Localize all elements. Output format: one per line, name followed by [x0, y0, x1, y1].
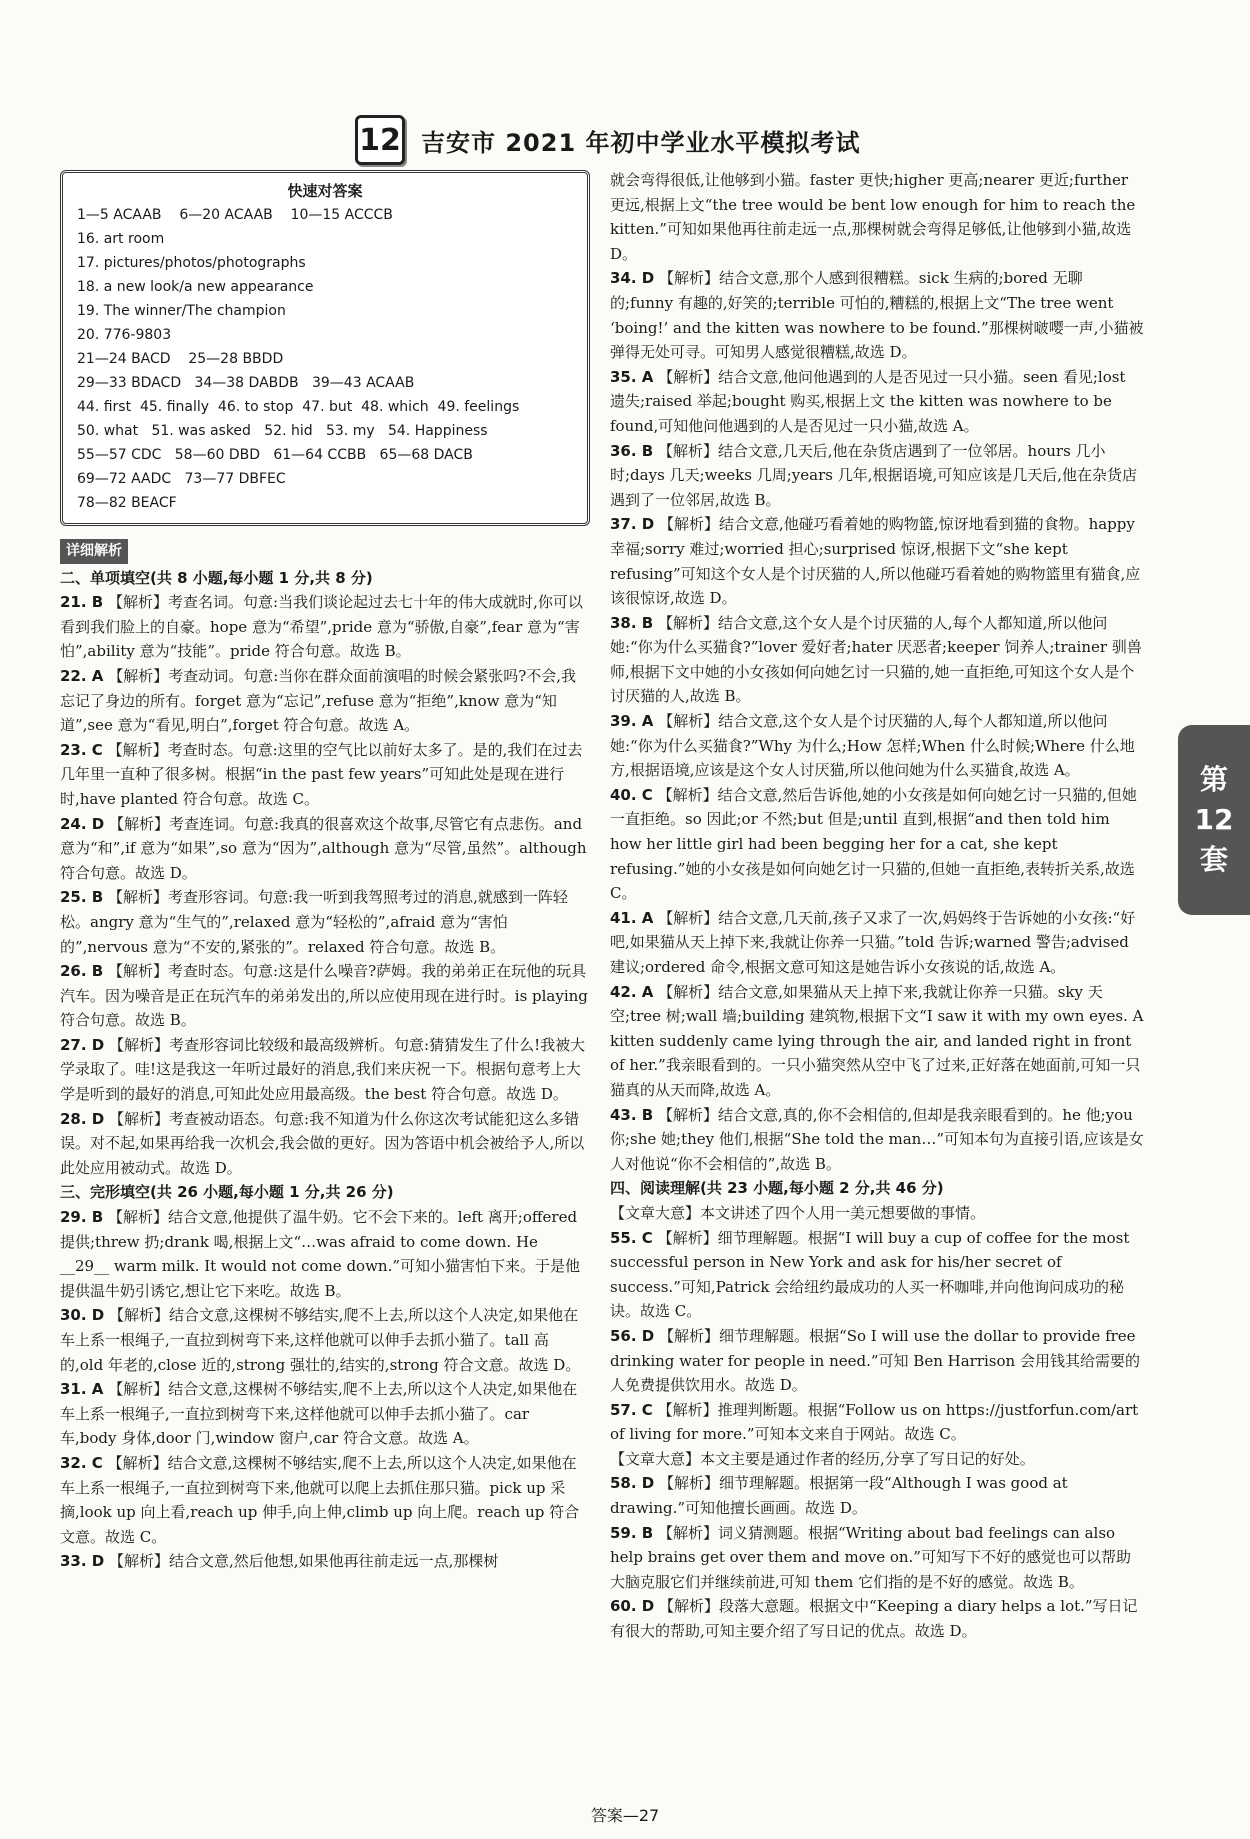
explanation-item [610, 611, 1145, 709]
explanation-text: 【解析】考查时态。句意:这里的空气比以前好太多了。是的,我们在过去几年里一直种了很多树。根据“in the past few years”可知此处是现在进行时,have planted 符合句意。故选 C。 [60, 740, 583, 808]
explanation-text: 【文章大意】本文主要是通过作者的经历,分享了写日记的好处。 [610, 1449, 1035, 1468]
explanation-text: 【解析】词义猜测题。根据“Writing about bad feelings can also help brains get over them and move on.”可知写下不好的感觉也可以帮助大脑克服它们并继续前进,可知 them 它们指的是不好的感觉。故选 B。 [610, 1523, 1131, 1591]
question-number: 40. C [610, 785, 653, 804]
answer-line: 17. pictures/photos/photographs [77, 255, 306, 271]
explanation-item [610, 1226, 1145, 1324]
explanation-text: 【解析】考查时态。句意:这是什么噪音?萨姆。我的弟弟正在玩他的玩具汽车。因为噪音是正在玩汽车的弟弟发出的,所以应使用现在进行时。is playing 符合句意。故选 B。 [60, 962, 588, 1030]
explanation-item [60, 1107, 590, 1181]
explanation-text: 【解析】结合文意,这个女人是个讨厌猫的人,每个人都知道,所以他问她:“你为什么买猫食?”lover 爱好者;hater 厌恶者;keeper 饲养人;trainer 驯兽师,根据下文中她的小女孩如何向她乞讨一只猫的,她一直拒绝,可知这个女人是个讨厌猫的人,故选 B。 [610, 613, 1142, 706]
question-number: 30. D [60, 1306, 105, 1325]
side-tab-char: 套 [1199, 843, 1228, 876]
exam-title: 吉安市 2021 年初中学业水平模拟考试 [421, 128, 861, 157]
explanation-item [610, 906, 1145, 980]
explanation-text: 【解析】考查形容词。句意:我一听到我驾照考过的消息,就感到一阵轻松。angry 意为“生气的”,relaxed 意为“轻松的”,afraid 意为“害怕的”,nervous 意为“不安的,紧张的”。relaxed 符合句意。故选 B。 [60, 888, 568, 956]
left-column [60, 170, 590, 1574]
explanation-item [610, 266, 1145, 364]
explanation-text: 【解析】结合文意,那个人感到很糟糕。sick 生病的;bored 无聊的;funny 有趣的,好笑的;terrible 可怕的,糟糕的,根据上文“The tree went ‘boing!’ and the kitten was nowhere to be found.”那棵树啵嘤一声,小猫被弹得无处可寻。可知男人感觉很糟糕,故选 D。 [610, 269, 1144, 362]
explanation-item [610, 1398, 1145, 1447]
explanation-item [60, 738, 590, 812]
explanation-item [610, 1201, 1145, 1226]
question-number: 23. C [60, 740, 103, 759]
explanation-item [60, 1451, 590, 1549]
explanation-text: 【解析】考查动词。句意:当你在群众面前演唱的时候会紧张吗?不会,我忘记了身边的所有。forget 意为“忘记”,refuse 意为“拒绝”,know 意为“知道”,see 意为“看见,明白”,forget 符合句意。故选 A。 [60, 666, 577, 735]
answer-line: 18. a new look/a new appearance [77, 279, 314, 295]
explanation-item [610, 1521, 1145, 1595]
explanation-item [610, 709, 1145, 783]
explanation-item [610, 1447, 1145, 1472]
question-number: 29. B [60, 1208, 104, 1227]
explanation-text: 【解析】结合文意,他提供了温牛奶。它不会下来的。left 离开;offered 提供;threw 扔;drank 喝,根据上文“…was afraid to come down. He __29__ warm milk. It would not come down.”可知小猫害怕下来。于是他提供温牛奶引诱它,想让它下来吃。故选 B。 [60, 1208, 581, 1300]
answer-line: 20. 776-9803 [77, 327, 172, 343]
question-number: 37. D [610, 515, 655, 534]
explanation-item [60, 812, 590, 886]
quick-answer-title: 快速对答案 [287, 182, 363, 200]
answer-line: 16. art room [77, 231, 165, 247]
explanation-item [610, 1594, 1145, 1643]
explanation-text: 【解析】结合文意,然后告诉他,她的小女孩是如何向她乞讨一只猫的,但她一直拒绝。so 因此;or 不然;but 但是;until 直到,根据“and then told him how her little girl had been begging her for a cat, she kept refusing.”她的小女孩是如何向她乞讨一只猫的,但她一直拒绝,表转折关系,故选 C。 [610, 785, 1137, 903]
question-number: 27. D [60, 1035, 105, 1054]
question-number: 28. D [60, 1109, 105, 1128]
explanation-item [610, 168, 1145, 266]
question-number: 22. A [60, 666, 104, 685]
explanation-text: 【解析】结合文意,真的,你不会相信的,但却是我亲眼看到的。he 他;you 你;she 她;they 他们,根据“She told the man…”可知本句为直接引语,应该是女人对他说“你不会相信的”,故选 B。 [610, 1105, 1144, 1173]
explanation-text: 【解析】细节理解题。根据“So I will use the dollar to provide free drinking water for people in need.”可知 Ben Harrison 会用钱其给需要的人免费提供饮用水。故选 D。 [610, 1326, 1140, 1395]
explanation-text: 【解析】结合文意,他问他遇到的人是否见过一只小猫。seen 看见;lost 遗失;raised 举起;bought 购买,根据上文 the kitten was nowhere to be found,可知他问他遇到的人是否见过一只小猫,故选 A。 [610, 367, 1126, 435]
answer-line: 78—82 BEACF [77, 495, 177, 511]
question-number: 34. D [610, 269, 655, 288]
explanation-text: 【解析】结合文意,如果猫从天上掉下来,我就让你养一只猫。sky 天空;tree 树;wall 墙;building 建筑物,根据下文“I saw it with my own eyes. A kitten suddenly came lying through the air, and landed right in front of her.”我亲眼看到的。一只小猫突然从空中飞了过来,正好落在她面前,可知一只猫真的从天而降,故选 A。 [610, 982, 1144, 1099]
question-number: 24. D [60, 814, 105, 833]
explanation-item [610, 439, 1145, 513]
question-number: 21. B [60, 593, 104, 612]
explanation-text: 【解析】段落大意题。根据文中“Keeping a diary helps a lot.”写日记有很大的帮助,可知主要介绍了写日记的优点。故选 D。 [610, 1597, 1138, 1641]
question-number: 41. A [610, 908, 654, 927]
explanation-text: 【解析】结合文意,几天前,孩子又求了一次,妈妈终于告诉她的小女孩:“好吧,如果猫从天上掉下来,我就让你养一只猫。”told 告诉;warned 警告;advised 建议;ordered 命令,根据文意可知这是她告诉小女孩说的话,故选 A。 [610, 908, 1136, 976]
question-number: 36. B [610, 441, 654, 460]
section-heading: 四、阅读理解(共 23 小题,每小题 2 分,共 46 分) [610, 1179, 944, 1198]
question-number: 31. A [60, 1380, 104, 1399]
question-number: 25. B [60, 888, 104, 907]
explanation-item [610, 365, 1145, 439]
explanation-item [610, 512, 1145, 610]
explanation-text: 【解析】结合文意,这棵树不够结实,爬不上去,所以这个人决定,如果他在车上系一根绳子,一直拉到树弯下来,这样他就可以伸手去抓小猫了。car 车,body 身体,door 门,window 窗户,car 符合文意。故选 A。 [60, 1380, 578, 1448]
explanation-item [610, 1103, 1145, 1177]
exam-number-badge: 12 [355, 115, 405, 165]
explanation-text: 就会弯得很低,让他够到小猫。faster 更快;higher 更高;nearer 更近;further 更远,根据上文“the tree would be bent low enough for him to reach the kitten.”可知如果他再往前走远一点,那棵树就会弯得足够低,让他够到小猫,故选 D。 [610, 171, 1136, 263]
explanation-item [60, 1205, 590, 1303]
explanation-text: 【解析】结合文意,然后他想,如果他再往前走远一点,那棵树 [109, 1552, 499, 1571]
question-number: 55. C [610, 1228, 653, 1247]
explanation-text: 【解析】考查连词。句意:我真的很喜欢这个故事,尽管它有点悲伤。and 意为“和”,if 意为“如果”,so 意为“因为”,although 意为“尽管,虽然”。although 符合句意。故选 D。 [60, 814, 587, 882]
section-heading: 三、完形填空(共 26 小题,每小题 1 分,共 26 分) [60, 1183, 394, 1202]
explanation-item [610, 1471, 1145, 1520]
answer-line: 19. The winner/The champion [77, 303, 286, 319]
section-heading: 二、单项填空(共 8 小题,每小题 1 分,共 8 分) [60, 568, 373, 587]
explanation-item [610, 783, 1145, 906]
answer-line: 1—5 ACAAB 6—20 ACAAB 10—15 ACCCB [77, 207, 393, 223]
explanation-item [610, 980, 1145, 1103]
explanation-item [60, 959, 590, 1033]
left-explanations [60, 566, 590, 1574]
side-tab-char: 12 [1194, 803, 1234, 836]
question-number: 58. D [610, 1474, 655, 1493]
explanation-item [60, 1549, 590, 1574]
explanation-item [610, 1324, 1145, 1398]
answer-line: 55—57 CDC 58—60 DBD 61—64 CCBB 65—68 DACB [77, 447, 473, 463]
question-number: 26. B [60, 962, 104, 981]
question-number: 38. B [610, 613, 654, 632]
page-footer: 答案—27 [590, 1806, 660, 1825]
right-column [610, 168, 1145, 1644]
question-number: 59. B [610, 1523, 654, 1542]
answer-line: 44. first 45. finally 46. to stop 47. but 48. which 49. feelings [77, 399, 520, 415]
right-explanations [610, 168, 1145, 1644]
question-number: 35. A [610, 367, 654, 386]
explanation-item [60, 1303, 590, 1377]
question-number: 57. C [610, 1400, 653, 1419]
detail-label: 详细解析 [60, 539, 128, 564]
explanation-item [60, 1377, 590, 1451]
explanation-text: 【解析】结合文意,这棵树不够结实,爬不上去,所以这个人决定,如果他在车上系一根绳子,一直拉到树弯下来,这样他就可以伸手去抓小猫了。tall 高的,old 年老的,close 近的,strong 强壮的,结实的,strong 符合文意。故选 D。 [60, 1306, 581, 1374]
question-number: 43. B [610, 1105, 654, 1124]
quick-answer-box [60, 170, 590, 526]
explanation-text: 【解析】结合文意,几天后,他在杂货店遇到了一位邻居。hours 几小时;days 几天;weeks 几周;years 几年,根据语境,可知应该是几天后,他在杂货店遇到了一位邻居,故选 B。 [610, 441, 1138, 509]
explanation-text: 【解析】考查被动语态。句意:我不知道为什么你这次考试能犯这么多错误。对不起,如果再给我一次机会,我会做的更好。因为答语中机会被给予人,所以此处应用被动式。故选 D。 [60, 1109, 585, 1177]
side-tab-char: 第 [1199, 763, 1228, 796]
explanation-text: 【解析】细节理解题。根据第一段“Although I was good at drawing.”可知他擅长画画。故选 D。 [610, 1474, 1068, 1518]
explanation-text: 【解析】结合文意,这棵树不够结实,爬不上去,所以这个人决定,如果他在车上系一根绳子,一直拉到树弯下来,他就可以爬上去抓住那只猫。pick up 采摘,look up 向上看,reach up 伸手,向上伸,climb up 向上爬。reach up 符合文意。故选 C。 [60, 1453, 580, 1546]
explanation-text: 【解析】结合文意,这个女人是个讨厌猫的人,每个人都知道,所以他问她:“你为什么买猫食?”Why 为什么;How 怎样;When 什么时候;Where 什么地方,根据语境,应该是这个女人讨厌猫,所以他问她为什么买猫食,故选 A。 [610, 712, 1135, 780]
page-header [355, 118, 915, 162]
question-number: 33. D [60, 1552, 105, 1571]
question-number: 39. A [610, 712, 654, 731]
question-number: 56. D [610, 1326, 655, 1345]
explanation-text: 【文章大意】本文讲述了四个人用一美元想要做的事情。 [610, 1203, 986, 1222]
explanation-text: 【解析】推理判断题。根据“Follow us on https://justforfun.com/art of living for more.”可知本文来自于网站。故选 C。 [610, 1400, 1139, 1444]
explanation-text: 【解析】考查形容词比较级和最高级辨析。句意:猜猜发生了什么!我被大学录取了。哇!这是我这一年听过最好的消息,我们来庆祝一下。根据句意考上大学是听到的最好的消息,可知此处应用最高级。the best 符合句意。故选 D。 [60, 1035, 586, 1104]
explanation-item [60, 664, 590, 738]
explanation-text: 【解析】考查名词。句意:当我们谈论起过去七十年的伟大成就时,你可以看到我们脸上的自豪。hope 意为“希望”,pride 意为“骄傲,自豪”,fear 意为“害怕”,ability 意为“技能”。pride 符合句意。故选 B。 [60, 593, 583, 661]
explanation-text: 【解析】结合文意,他碰巧看着她的购物篮,惊讶地看到猫的食物。happy 幸福;sorry 难过;worried 担心;surprised 惊讶,根据下文“she kept refusing”可知这个女人是个讨厌猫的人,所以他碰巧看着她的购物篮里有猫食,应该很惊讶,故选 D。 [610, 515, 1141, 608]
explanation-item [60, 590, 590, 664]
question-number: 60. D [610, 1597, 655, 1616]
explanation-item [60, 885, 590, 959]
question-number: 42. A [610, 982, 654, 1001]
question-number: 32. C [60, 1453, 103, 1472]
explanation-text: 【解析】细节理解题。根据“I will buy a cup of coffee for the most successful person in New York and ask for his/her secret of success.”可知,Patrick 会给纽约最成功的人买一杯咖啡,并向他询问成功的秘诀。故选 C。 [610, 1228, 1130, 1321]
answer-line: 69—72 AADC 73—77 DBFEC [77, 471, 286, 487]
answer-line: 21—24 BACD 25—28 BBDD [77, 351, 284, 367]
answer-line: 50. what 51. was asked 52. hid 53. my 54. Happiness [77, 423, 488, 439]
explanation-item [60, 1033, 590, 1107]
answer-line: 29—33 BDACD 34—38 DABDB 39—43 ACAAB [77, 375, 415, 391]
set-number-tab [1178, 725, 1250, 915]
quick-answer-lines [77, 203, 573, 515]
